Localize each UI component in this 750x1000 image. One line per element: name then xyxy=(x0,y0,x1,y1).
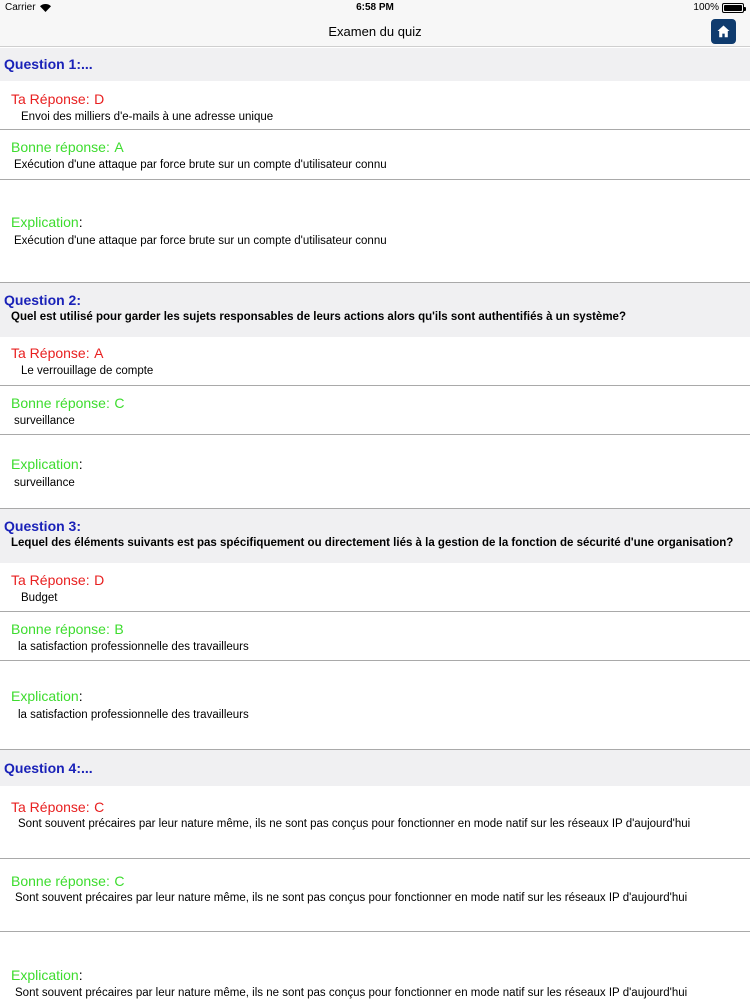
navigation-bar xyxy=(0,16,750,47)
battery-icon xyxy=(722,3,744,13)
explanation-label: Explication xyxy=(11,688,79,704)
question-title: Question 2: xyxy=(4,292,82,308)
explanation-row xyxy=(0,932,750,1000)
explanation-colon: : xyxy=(78,456,83,472)
correct-answer-label: Bonne réponse: xyxy=(11,873,110,889)
your-answer-label: Ta Réponse: xyxy=(11,345,90,361)
question-title: Question 1:... xyxy=(4,56,93,72)
your-answer-text: Envoi des milliers d'e-mails à une adresse unique xyxy=(21,111,274,123)
correct-answer-letter: C xyxy=(114,873,125,889)
explanation-text: Exécution d'une attaque par force brute sur un compte d'utilisateur connu xyxy=(14,235,387,247)
correct-answer-row xyxy=(0,130,750,180)
explanation-label: Explication xyxy=(11,456,79,472)
battery-percent: 100% xyxy=(693,2,719,13)
correct-answer-label: Bonne réponse: xyxy=(11,395,110,411)
home-icon xyxy=(716,24,731,39)
question-text: Quel est utilisé pour garder les sujets responsables de leurs actions alors qu'ils sont authentifiés à un système? xyxy=(11,311,626,323)
correct-answer-label: Bonne réponse: xyxy=(11,621,110,637)
your-answer-letter: A xyxy=(94,345,104,361)
explanation-colon: : xyxy=(78,688,83,704)
explanation-text: Sont souvent précaires par leur nature même, ils ne sont pas conçus pour fonctionner en mode natif sur les réseaux IP d'aujourd'hui xyxy=(15,987,688,999)
explanation-row xyxy=(0,180,750,283)
explanation-text: surveillance xyxy=(14,477,75,489)
correct-answer-text: Exécution d'une attaque par force brute sur un compte d'utilisateur connu xyxy=(14,159,387,171)
explanation-colon: : xyxy=(78,214,83,230)
explanation-label: Explication xyxy=(11,967,79,983)
correct-answer-text: la satisfaction professionnelle des travailleurs xyxy=(18,641,249,653)
explanation-colon: : xyxy=(78,967,83,983)
your-answer-letter: D xyxy=(94,572,105,588)
battery-group xyxy=(693,2,744,13)
your-answer-label: Ta Réponse: xyxy=(11,91,90,107)
question-header xyxy=(0,509,750,563)
your-answer-text: Sont souvent précaires par leur nature même, ils ne sont pas conçus pour fonctionner en mode natif sur les réseaux IP d'aujourd'hui xyxy=(18,818,691,830)
explanation-text: la satisfaction professionnelle des travailleurs xyxy=(18,709,249,721)
correct-answer-text: surveillance xyxy=(14,415,75,427)
correct-answer-letter: B xyxy=(114,621,124,637)
clock: 6:58 PM xyxy=(356,2,394,13)
correct-answer-label: Bonne réponse: xyxy=(11,139,110,155)
question-header xyxy=(0,48,750,81)
correct-answer-text: Sont souvent précaires par leur nature même, ils ne sont pas conçus pour fonctionner en mode natif sur les réseaux IP d'aujourd'hui xyxy=(15,892,688,904)
home-button[interactable] xyxy=(711,19,736,44)
explanation-row xyxy=(0,661,750,750)
your-answer-letter: D xyxy=(94,91,105,107)
explanation-row xyxy=(0,435,750,509)
status-bar xyxy=(0,0,750,16)
quiz-review-list[interactable] xyxy=(0,48,750,1000)
your-answer-row xyxy=(0,337,750,386)
your-answer-text: Le verrouillage de compte xyxy=(21,365,154,377)
question-text: Lequel des éléments suivants est pas spécifiquement ou directement liés à la gestion de la fonction de sécurité d'une organisation? xyxy=(11,537,734,549)
correct-answer-row xyxy=(0,859,750,932)
question-header xyxy=(0,283,750,337)
your-answer-label: Ta Réponse: xyxy=(11,799,90,815)
explanation-label: Explication xyxy=(11,214,79,230)
correct-answer-row xyxy=(0,612,750,661)
question-title: Question 4:... xyxy=(4,760,93,776)
your-answer-row xyxy=(0,786,750,859)
question-header xyxy=(0,750,750,786)
correct-answer-row xyxy=(0,386,750,435)
your-answer-text: Budget xyxy=(21,592,58,604)
your-answer-label: Ta Réponse: xyxy=(11,572,90,588)
correct-answer-letter: C xyxy=(114,395,125,411)
your-answer-row xyxy=(0,81,750,130)
carrier-label: Carrier xyxy=(5,2,36,13)
your-answer-letter: C xyxy=(94,799,105,815)
correct-answer-letter: A xyxy=(114,139,124,155)
page-title: Examen du quiz xyxy=(328,24,422,39)
your-answer-row xyxy=(0,563,750,612)
question-title: Question 3: xyxy=(4,518,82,534)
